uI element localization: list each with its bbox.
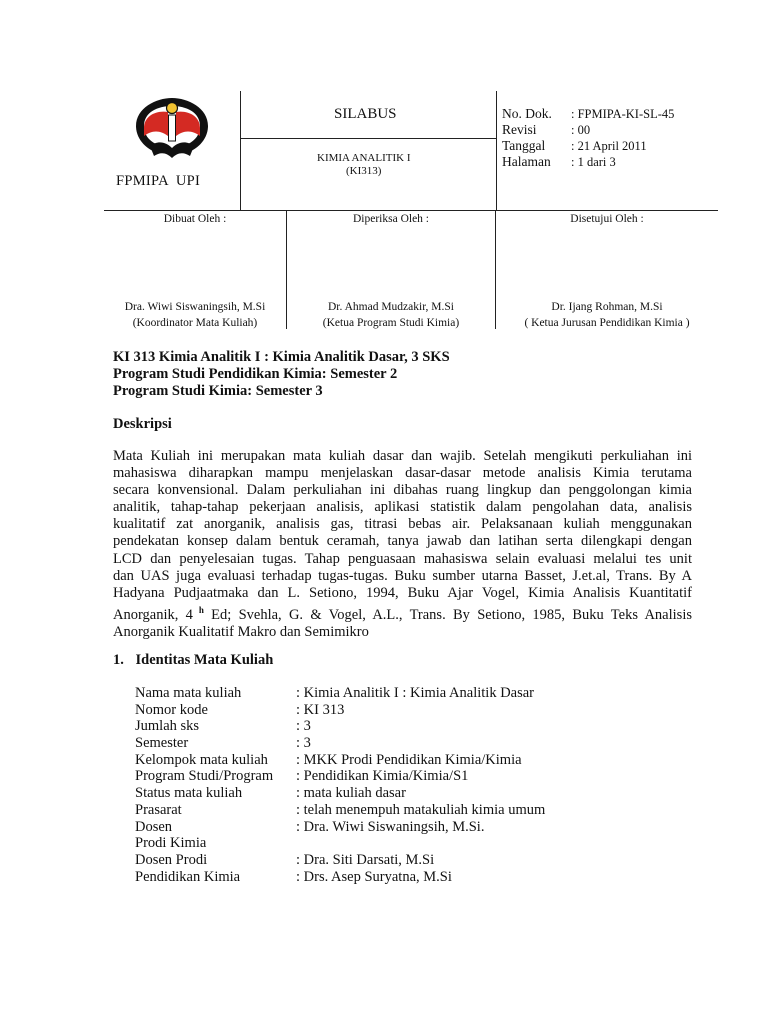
course-heading-line: Program Studi Kimia: Semester 3: [113, 383, 323, 399]
identity-value: : Dra. Wiwi Siswaningsih, M.Si.: [296, 818, 485, 835]
signature-role: Disetujui Oleh :: [570, 213, 644, 225]
identity-label: Dosen Prodi: [135, 851, 208, 868]
meta-label: Revisi: [502, 122, 537, 137]
meta-value: : 1 dari 3: [571, 155, 616, 169]
signer-name: Dr. Ijang Rohman, M.Si: [551, 301, 663, 313]
description-heading: Deskripsi: [113, 416, 172, 432]
identity-label: Program Studi/Program: [135, 768, 274, 785]
course-code: (KI313): [346, 165, 382, 177]
course-heading-line: KI 313 Kimia Analitik I : Kimia Analitik Dasar, 3 SKS: [113, 349, 450, 365]
identity-row: [135, 752, 695, 769]
meta-label: Halaman: [502, 154, 551, 169]
identity-label: Status mata kuliah: [135, 785, 243, 802]
meta-label: No. Dok.: [502, 106, 552, 121]
identity-row: [135, 835, 695, 852]
signature-block-approver: [496, 211, 718, 227]
identity-label: Pendidikan Kimia: [135, 868, 241, 885]
signer-name: Dr. Ahmad Mudzakir, M.Si: [327, 301, 455, 313]
superscript: h: [192, 604, 204, 615]
identity-value: : MKK Prodi Pendidikan Kimia/Kimia: [296, 751, 522, 768]
identity-label: Jumlah sks: [135, 718, 200, 735]
identity-table: [135, 685, 695, 885]
signature-block-reviewer: [287, 211, 495, 227]
signer-position: (Ketua Program Studi Kimia): [322, 317, 460, 329]
description-line: pendekatan konsep dalam bentuk ceramah, tanya jawab dan latihan serta dilengkapi dengan: [113, 533, 692, 550]
identity-row: [135, 768, 695, 785]
description-line: dan UAS juga evaluasi terhadap tugas-tugas. Buku sumber utarna Basset, J.et.al, Trans. By A: [113, 567, 692, 584]
identity-label: Kelompok mata kuliah: [135, 751, 268, 768]
identity-value: : Pendidikan Kimia/Kimia/S1: [296, 768, 469, 785]
identity-value: : Dra. Siti Darsati, M.Si: [296, 851, 435, 868]
identity-row: [135, 869, 695, 886]
identity-value: : 3: [296, 735, 311, 752]
description-line: kualitatif zat anorganik, analisis gas, titrasi bebas air. Pelaksanaan kuliah menggunakan: [113, 516, 692, 533]
description-line: LCD dan penyelesaian tugas. Tahap penguasaan mahasiswa selain evaluasi melalui tes unit: [113, 550, 692, 567]
signature-block-creator: [104, 211, 286, 227]
identity-row: [135, 819, 695, 836]
doc-title: SILABUS: [334, 106, 397, 122]
signature-name-creator: [104, 299, 286, 331]
description-body: [113, 448, 692, 641]
signature-name-approver: [496, 299, 718, 331]
identity-value: : mata kuliah dasar: [296, 785, 406, 802]
meta-values: [571, 106, 674, 170]
signer-position: (Koordinator Mata Kuliah): [132, 317, 258, 329]
description-line-start: Anorganik, 4: [113, 606, 193, 623]
identity-value: : Kimia Analitik I : Kimia Analitik Dasar: [296, 685, 535, 701]
identity-label: Prasarat: [135, 801, 182, 818]
description-line: mahasiswa diharapkan mampu menjelaskan dasar-dasar metode analisis Kimia terutama: [113, 465, 692, 482]
signature-role: Dibuat Oleh :: [163, 213, 227, 225]
identity-value: : telah menempuh matakuliah kimia umum: [296, 801, 546, 818]
description-line: Hadyana Pudjaatmaka dan L. Setiono, 1994, Buku Ajar Vogel, Kimia Analisis Kuantitatif: [113, 584, 692, 601]
upi-logo: [130, 96, 214, 164]
identity-label: Nomor kode: [135, 701, 208, 718]
identity-row: [135, 735, 695, 752]
identity-value: : Drs. Asep Suryatna, M.Si: [296, 868, 452, 885]
description-line: Mata Kuliah ini merupakan mata kuliah dasar dan wajib. Setelah mengikuti perkuliahan ini: [113, 448, 692, 464]
signature-role: Diperiksa Oleh :: [352, 213, 429, 225]
course-heading: [113, 349, 450, 400]
identity-row: [135, 802, 695, 819]
signer-name: Dra. Wiwi Siswaningsih, M.Si: [124, 301, 266, 313]
identity-value: : 3: [296, 718, 311, 735]
meta-label: Tanggal: [502, 138, 546, 153]
identity-row: [135, 852, 695, 869]
description-line: Anorganik Kualitatif Makro dan Semimikro: [113, 623, 369, 640]
identity-label: Dosen: [135, 818, 173, 835]
signer-position: ( Ketua Jurusan Pendidikan Kimia ): [524, 317, 690, 329]
section-1-heading: [113, 652, 273, 669]
meta-labels: [502, 106, 552, 170]
identity-label: Nama mata kuliah: [135, 685, 242, 701]
identity-row: [135, 785, 695, 802]
section-number: 1.: [113, 652, 124, 668]
upi-emblem-icon: [130, 96, 214, 164]
section-title: Identitas Mata Kuliah: [135, 652, 274, 668]
identity-value: : KI 313: [296, 701, 345, 718]
course-heading-line: Program Studi Pendidikan Kimia: Semester 2: [113, 366, 398, 382]
identity-row: [135, 702, 695, 719]
signature-name-reviewer: [287, 299, 495, 331]
description-line: secara konvensional. Dalam perkuliahan ini dibahas ruang lingkup dan penggolongan kimia: [113, 482, 692, 499]
description-line: analitik, tahap-tahap pekerjaan analisis, aplikasi statistik dalam pengolahan data, analisis: [113, 499, 692, 516]
identity-row: [135, 685, 695, 702]
meta-value: : FPMIPA-KI-SL-45: [571, 107, 675, 121]
identity-row: [135, 718, 695, 735]
logo-caption: FPMIPA UPI: [116, 173, 201, 189]
description-line: [113, 602, 692, 624]
meta-value: : 00: [571, 123, 591, 137]
course-name: KIMIA ANALITIK I: [317, 152, 411, 164]
identity-label: Semester: [135, 735, 189, 752]
meta-value: : 21 April 2011: [571, 139, 647, 153]
identity-label: Prodi Kimia: [135, 835, 207, 852]
description-line-end: Ed; Svehla, G. & Vogel, A.L., Trans. By Setiono, 1985, Buku Teks Analisis: [203, 606, 692, 623]
